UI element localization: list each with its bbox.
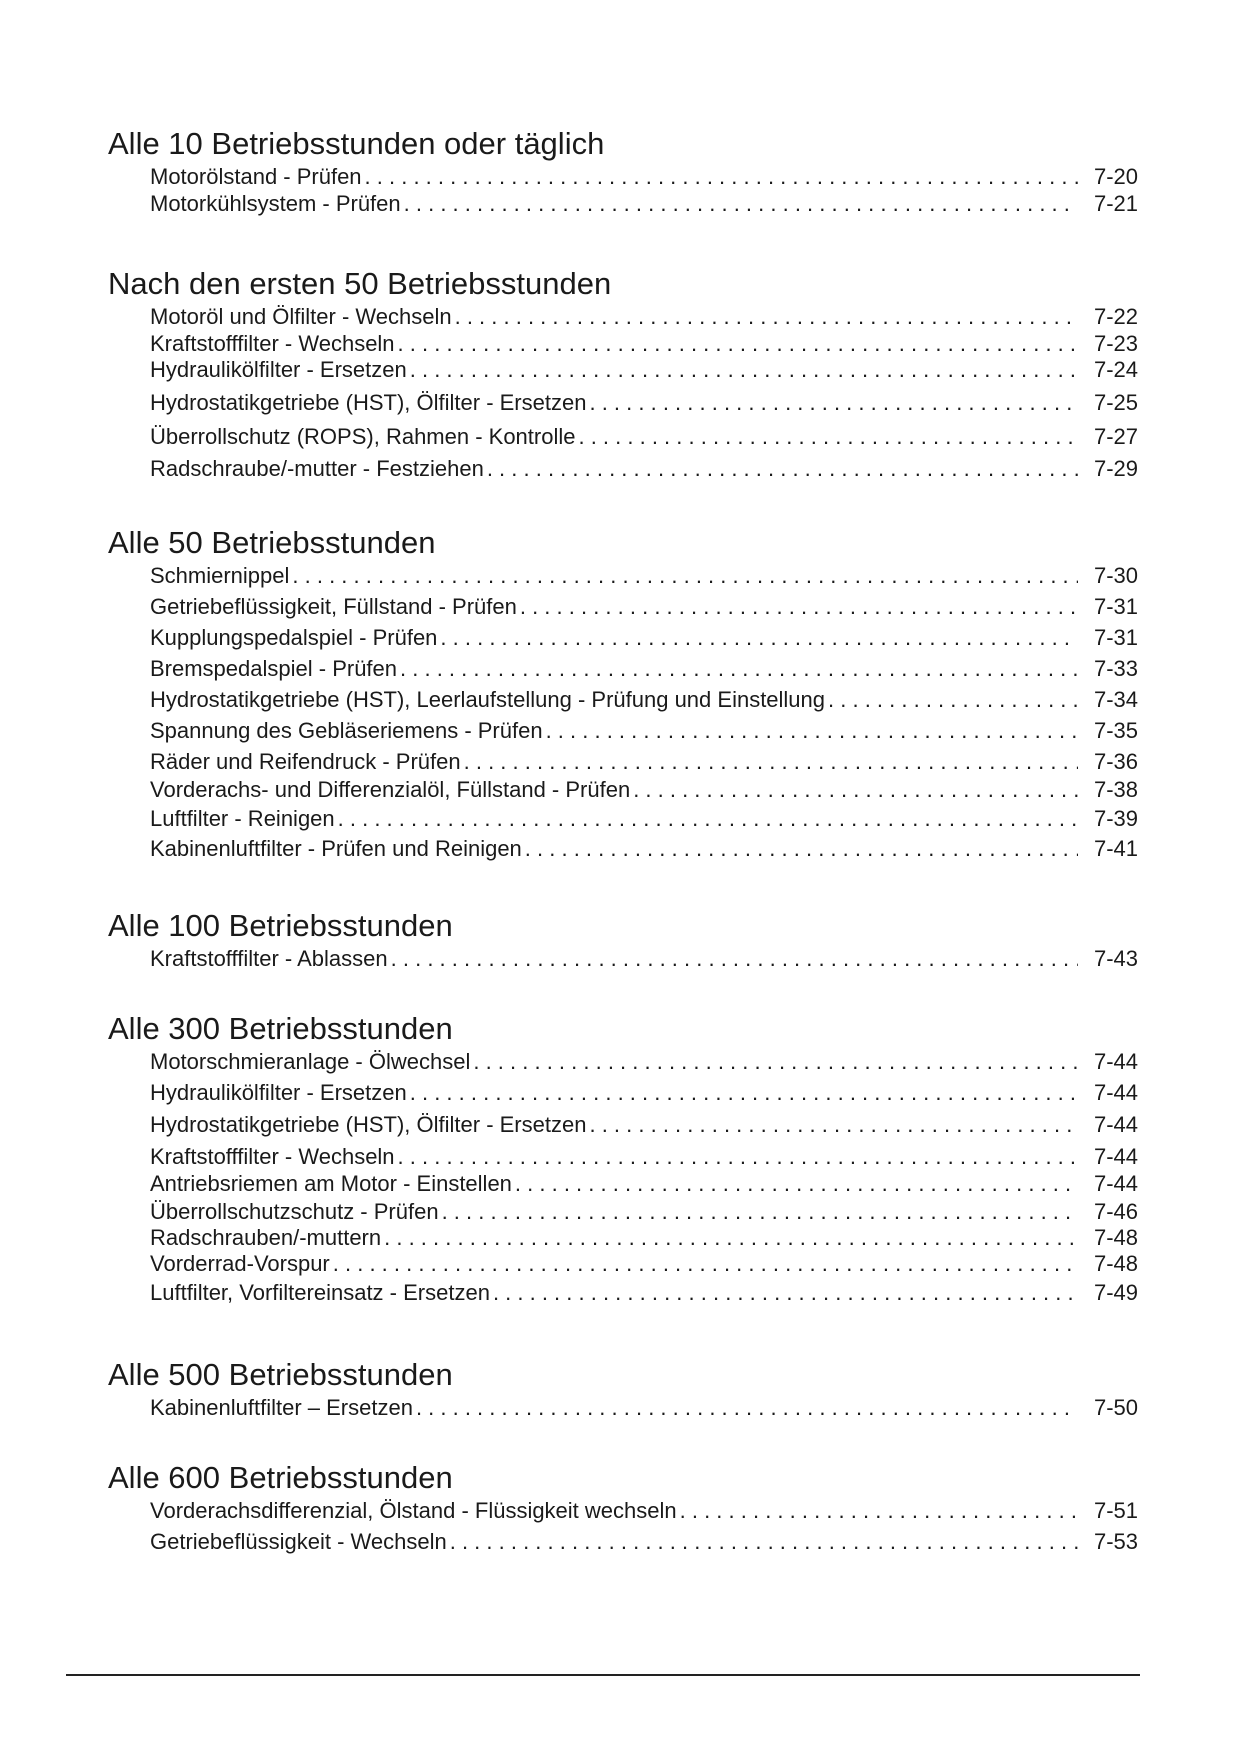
toc-entry-page: 7-27 — [1093, 424, 1138, 449]
dot-leader — [493, 1280, 1078, 1306]
toc-entry[interactable] — [150, 1225, 1138, 1251]
toc-entry[interactable] — [150, 1395, 1138, 1422]
toc-entry-page: 7-51 — [1093, 1498, 1138, 1523]
dot-leader — [473, 1049, 1078, 1075]
toc-entry-label: Motorschmieranlage - Ölwechsel — [150, 1049, 471, 1074]
toc-section — [108, 908, 1138, 973]
toc-entry-page: 7-48 — [1093, 1251, 1138, 1276]
toc-entry-label: Getriebeflüssigkeit, Füllstand - Prüfen — [150, 594, 517, 619]
toc-entry-label: Überrollschutzschutz - Prüfen — [150, 1199, 439, 1224]
toc-entry[interactable] — [150, 1112, 1138, 1144]
dot-leader — [487, 456, 1078, 482]
toc-entry-label: Hydrostatikgetriebe (HST), Leerlaufstellung - Prüfung und Einstellung — [150, 687, 826, 712]
toc-list — [108, 946, 1138, 973]
section-title: Alle 10 Betriebsstunden oder täglich — [108, 126, 605, 161]
toc-entry-page: 7-22 — [1093, 304, 1138, 329]
toc-entry-label: Luftfilter, Vorfiltereinsatz - Ersetzen — [150, 1280, 490, 1305]
toc-entry-page: 7-21 — [1093, 191, 1138, 216]
toc-entry-label: Radschraube/-mutter - Festziehen — [150, 456, 484, 481]
dot-leader — [633, 777, 1078, 803]
toc-entry[interactable] — [150, 1280, 1138, 1308]
toc-entry-label: Kabinenluftfilter - Prüfen und Reinigen — [150, 836, 522, 861]
toc-entry-label: Getriebeflüssigkeit - Wechseln — [150, 1529, 447, 1554]
dot-leader — [365, 164, 1078, 190]
dot-leader — [520, 594, 1078, 620]
toc-section — [108, 525, 1138, 866]
toc-entry-label: Spannung des Gebläseriemens - Prüfen — [150, 718, 543, 743]
toc-entry-page: 7-25 — [1093, 390, 1138, 415]
dot-leader — [515, 1171, 1078, 1197]
toc-list — [108, 304, 1138, 483]
toc-entry-page: 7-34 — [1093, 687, 1138, 712]
dot-leader — [410, 1080, 1078, 1106]
dot-leader — [450, 1529, 1078, 1555]
toc-entry-page: 7-39 — [1093, 806, 1138, 831]
toc-entry[interactable] — [150, 1144, 1138, 1171]
section-title: Nach den ersten 50 Betriebsstunden — [108, 266, 612, 301]
toc-entry[interactable] — [150, 594, 1138, 625]
toc-entry[interactable] — [150, 357, 1138, 390]
dot-leader — [333, 1251, 1078, 1277]
toc-section — [108, 1011, 1138, 1308]
toc-entry-label: Motorölstand - Prüfen — [150, 164, 362, 189]
dot-leader — [398, 331, 1078, 357]
toc-section — [108, 266, 1138, 483]
toc-entry-label: Luftfilter - Reinigen — [150, 806, 335, 831]
dot-leader — [292, 563, 1078, 589]
toc-list — [108, 164, 1138, 218]
toc-entry-label: Motorkühlsystem - Prüfen — [150, 191, 401, 216]
toc-entry[interactable] — [150, 424, 1138, 456]
dot-leader — [455, 304, 1078, 330]
section-title: Alle 100 Betriebsstunden — [108, 908, 453, 943]
dot-leader — [338, 806, 1078, 832]
dot-leader — [589, 1112, 1078, 1138]
toc-entry-page: 7-44 — [1093, 1049, 1138, 1074]
toc-entry-page: 7-23 — [1093, 331, 1138, 356]
toc-entry[interactable] — [150, 304, 1138, 331]
toc-entry-page: 7-36 — [1093, 749, 1138, 774]
dot-leader — [410, 357, 1078, 383]
toc-entry-label: Schmiernippel — [150, 563, 290, 588]
toc-entry[interactable] — [150, 390, 1138, 424]
toc-list — [108, 1395, 1138, 1422]
toc-entry[interactable] — [150, 456, 1138, 483]
toc-entry-page: 7-30 — [1093, 563, 1138, 588]
toc-list — [108, 1498, 1138, 1556]
toc-entry-label: Vorderachsdifferenzial, Ölstand - Flüssigkeit wechseln — [150, 1498, 677, 1523]
toc-entry-page: 7-49 — [1093, 1280, 1138, 1305]
toc-entry[interactable] — [150, 687, 1138, 718]
toc-entry-label: Kraftstofffilter - Wechseln — [150, 331, 395, 356]
toc-entry-page: 7-31 — [1093, 625, 1138, 650]
toc-entry-page: 7-53 — [1093, 1529, 1138, 1554]
toc-entry-label: Hydrostatikgetriebe (HST), Ölfilter - Ersetzen — [150, 1112, 587, 1137]
toc-entry-page: 7-44 — [1093, 1171, 1138, 1196]
toc-entry-label: Antriebsriemen am Motor - Einstellen — [150, 1171, 512, 1196]
toc-entry[interactable] — [150, 749, 1138, 777]
toc-entry-label: Hydraulikölfilter - Ersetzen — [150, 1080, 407, 1105]
section-title: Alle 500 Betriebsstunden — [108, 1357, 453, 1392]
toc-entry-label: Hydrostatikgetriebe (HST), Ölfilter - Ersetzen — [150, 390, 587, 415]
toc-entry-label: Räder und Reifendruck - Prüfen — [150, 749, 461, 774]
toc-entry[interactable] — [150, 1080, 1138, 1112]
toc-list — [108, 563, 1138, 866]
toc-entry-label: Vorderrad-Vorspur — [150, 1251, 330, 1276]
toc-entry[interactable] — [150, 1529, 1138, 1556]
toc-entry[interactable] — [150, 836, 1138, 866]
toc-entry-page: 7-33 — [1093, 656, 1138, 681]
section-title: Alle 600 Betriebsstunden — [108, 1460, 453, 1495]
toc-entry-label: Motoröl und Ölfilter - Wechseln — [150, 304, 452, 329]
dot-leader — [442, 1199, 1078, 1225]
toc-entry-label: Bremspedalspiel - Prüfen — [150, 656, 398, 681]
toc-entry-label: Kraftstofffilter - Wechseln — [150, 1144, 395, 1169]
dot-leader — [464, 749, 1078, 775]
toc-entry-label: Kupplungspedalspiel - Prüfen — [150, 625, 438, 650]
dot-leader — [546, 718, 1078, 744]
toc-entry-label: Hydraulikölfilter - Ersetzen — [150, 357, 407, 382]
toc-entry[interactable] — [150, 625, 1138, 656]
dot-leader — [440, 625, 1078, 651]
dot-leader — [398, 1144, 1078, 1170]
toc-entry-label: Kraftstofffilter - Ablassen — [150, 946, 388, 971]
dot-leader — [828, 687, 1078, 713]
toc-section — [108, 126, 1138, 218]
toc-entry[interactable] — [150, 946, 1138, 973]
dot-leader — [416, 1395, 1078, 1421]
toc-entry-label: Kabinenluftfilter – Ersetzen — [150, 1395, 413, 1420]
dot-leader — [680, 1498, 1078, 1524]
dot-leader — [400, 656, 1078, 682]
toc-list — [108, 1049, 1138, 1308]
toc-entry[interactable] — [150, 1498, 1138, 1529]
toc-entry-page: 7-44 — [1093, 1080, 1138, 1105]
toc-entry-page: 7-38 — [1093, 777, 1138, 802]
dot-leader — [525, 836, 1078, 862]
toc-entry-page: 7-44 — [1093, 1112, 1138, 1137]
toc-section — [108, 1460, 1138, 1556]
toc-entry[interactable] — [150, 1199, 1138, 1225]
toc-entry-page: 7-20 — [1093, 164, 1138, 189]
toc-entry-page: 7-35 — [1093, 718, 1138, 743]
toc-entry[interactable] — [150, 1251, 1138, 1280]
dot-leader — [404, 191, 1078, 217]
toc-entry[interactable] — [150, 777, 1138, 806]
toc-entry[interactable] — [150, 718, 1138, 749]
toc-entry[interactable] — [150, 1049, 1138, 1080]
toc-entry[interactable] — [150, 191, 1138, 218]
toc-entry-page: 7-31 — [1093, 594, 1138, 619]
toc-entry-page: 7-44 — [1093, 1144, 1138, 1169]
toc-section — [108, 1357, 1138, 1422]
toc-entry-label: Vorderachs- und Differenzialöl, Füllstand - Prüfen — [150, 777, 631, 802]
toc-entry[interactable] — [150, 164, 1138, 191]
toc-entry-page: 7-41 — [1093, 836, 1138, 861]
toc-entry[interactable] — [150, 563, 1138, 594]
toc-entry-label: Radschrauben/-muttern — [150, 1225, 382, 1250]
toc-entry-page: 7-48 — [1093, 1225, 1138, 1250]
toc-entry[interactable] — [150, 1171, 1138, 1199]
toc-entry[interactable] — [150, 806, 1138, 836]
toc-entry-page: 7-50 — [1093, 1395, 1138, 1420]
toc-entry-page: 7-46 — [1093, 1199, 1138, 1224]
toc-entry[interactable] — [150, 656, 1138, 687]
toc-entry-page: 7-24 — [1093, 357, 1138, 382]
toc-entry[interactable] — [150, 331, 1138, 357]
toc-entry-page: 7-43 — [1093, 946, 1138, 971]
section-title: Alle 300 Betriebsstunden — [108, 1011, 453, 1046]
toc-entry-label: Überrollschutz (ROPS), Rahmen - Kontrolle — [150, 424, 576, 449]
footer-rule — [66, 1674, 1140, 1676]
dot-leader — [589, 390, 1078, 416]
section-title: Alle 50 Betriebsstunden — [108, 525, 436, 560]
dot-leader — [384, 1225, 1078, 1251]
toc-entry-page: 7-29 — [1093, 456, 1138, 481]
dot-leader — [578, 424, 1078, 450]
dot-leader — [391, 946, 1078, 972]
